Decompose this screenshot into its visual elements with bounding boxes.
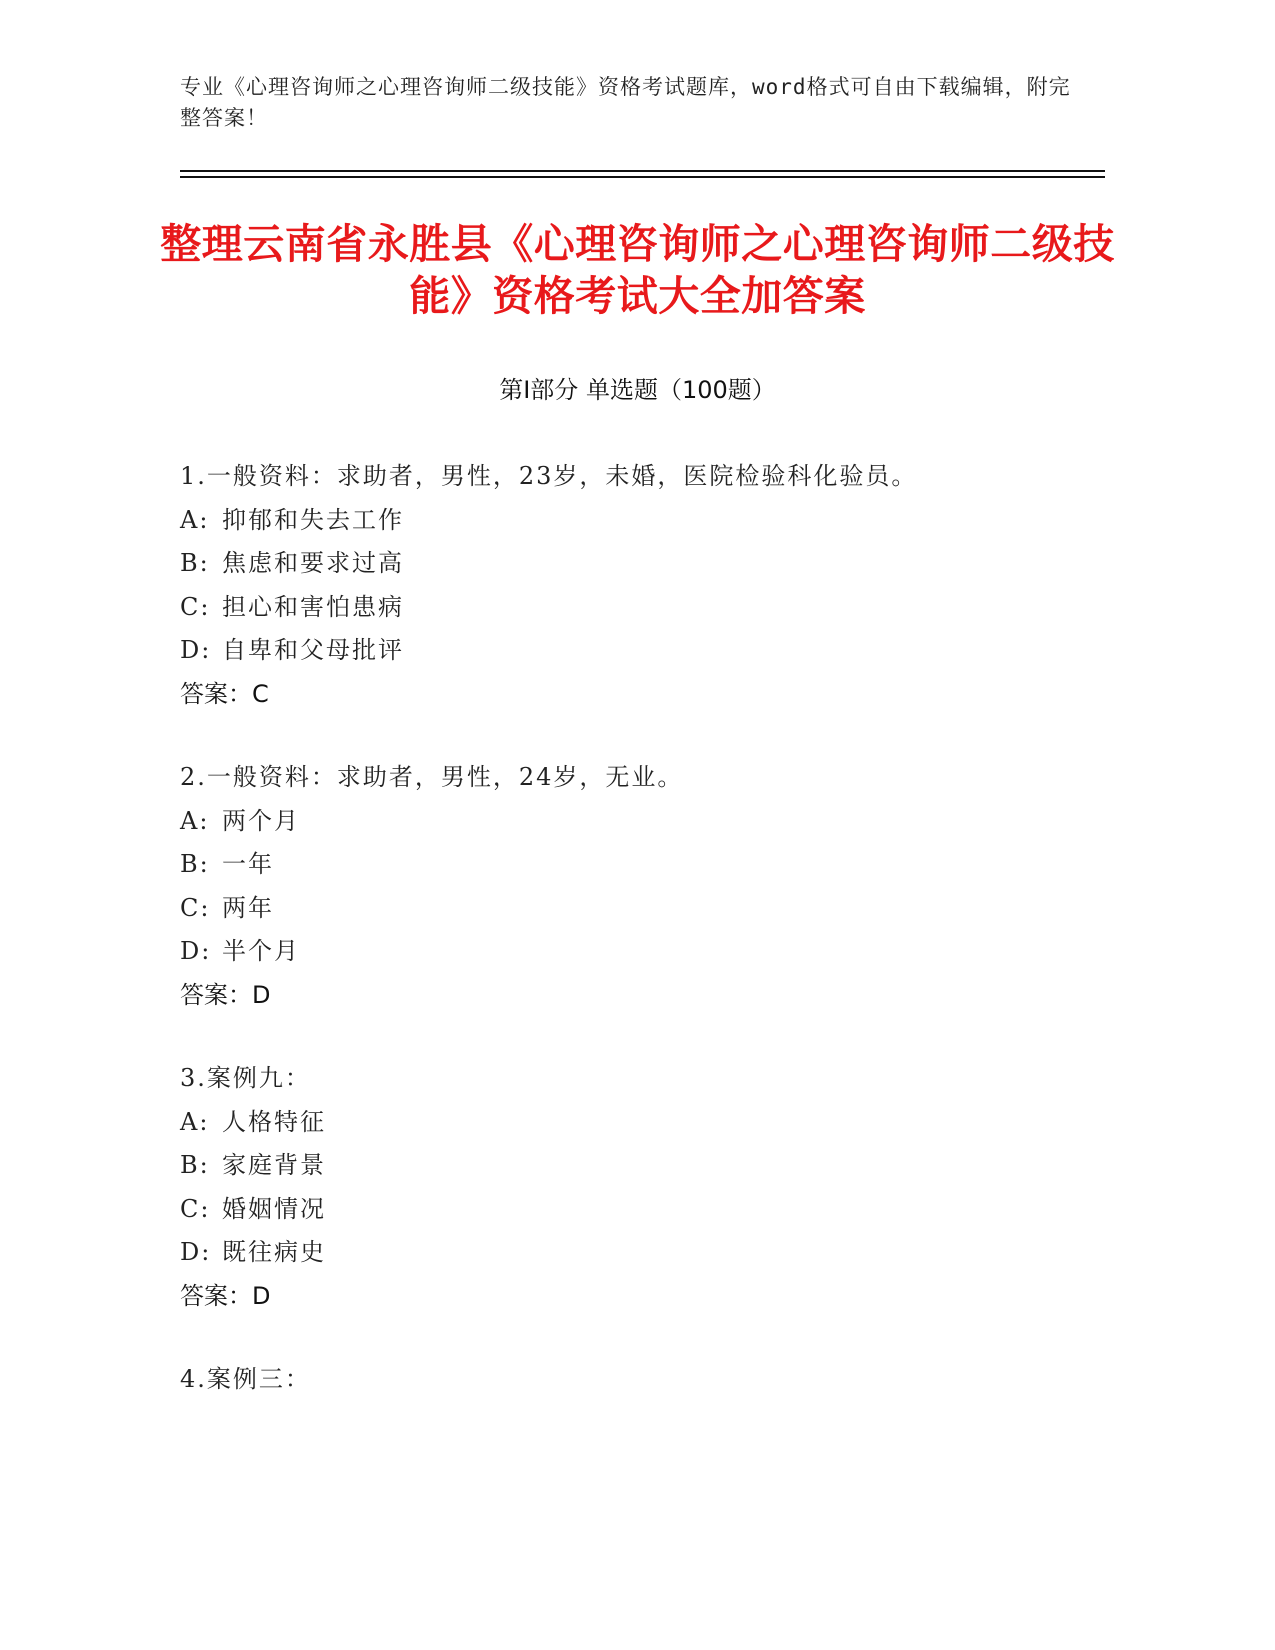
option-a bbox=[180, 499, 1100, 543]
option-a bbox=[180, 800, 1100, 844]
option-d bbox=[180, 629, 1100, 673]
option-text: 婚姻情况 bbox=[222, 1194, 326, 1223]
question-item bbox=[180, 1057, 1100, 1318]
option-letter: C: bbox=[180, 893, 211, 922]
option-letter: C: bbox=[180, 1194, 211, 1223]
option-letter: A: bbox=[180, 1107, 210, 1136]
option-letter: A: bbox=[180, 806, 210, 835]
option-text: 担心和害怕患病 bbox=[222, 592, 404, 621]
option-c bbox=[180, 586, 1100, 630]
option-text: 半个月 bbox=[222, 937, 300, 965]
option-letter: A: bbox=[180, 505, 210, 534]
option-text: 自卑和父母批评 bbox=[222, 636, 404, 664]
option-letter: D: bbox=[180, 937, 212, 965]
option-c bbox=[180, 1188, 1100, 1232]
question-stem: 3.案例九： bbox=[180, 1064, 311, 1092]
option-text: 一年 bbox=[222, 850, 274, 878]
question-item bbox=[180, 455, 1100, 716]
option-letter: D: bbox=[180, 1238, 212, 1266]
option-text: 两个月 bbox=[222, 806, 300, 835]
question-stem: 1.一般资料：求助者，男性，23岁，未婚，医院检验科化验员。 bbox=[180, 462, 918, 490]
option-letter: B: bbox=[180, 549, 210, 577]
option-text: 焦虑和要求过高 bbox=[222, 549, 404, 577]
option-text: 抑郁和失去工作 bbox=[222, 505, 404, 534]
option-letter: B: bbox=[180, 850, 210, 878]
option-c bbox=[180, 887, 1100, 931]
section-heading: 第I部分 单选题（100题） bbox=[499, 376, 776, 404]
option-d bbox=[180, 1231, 1100, 1275]
option-a bbox=[180, 1101, 1100, 1145]
answer-line: 答案：C bbox=[180, 679, 269, 708]
option-b bbox=[180, 542, 1100, 586]
question-stem: 4.案例三： bbox=[180, 1365, 311, 1393]
question-list bbox=[180, 455, 1100, 1442]
question-stem: 2.一般资料：求助者，男性，24岁，无业。 bbox=[180, 763, 684, 791]
option-text: 人格特征 bbox=[222, 1107, 326, 1136]
answer-line: 答案：D bbox=[180, 980, 271, 1009]
question-item bbox=[180, 1358, 1100, 1402]
option-b bbox=[180, 1144, 1100, 1188]
option-d bbox=[180, 930, 1100, 974]
option-text: 家庭背景 bbox=[222, 1151, 326, 1179]
question-item bbox=[180, 756, 1100, 1017]
answer-line: 答案：D bbox=[180, 1281, 271, 1310]
option-text: 既往病史 bbox=[222, 1238, 326, 1266]
option-text: 两年 bbox=[222, 893, 274, 922]
option-letter: C: bbox=[180, 592, 211, 621]
header-note: 专业《心理咨询师之心理咨询师二级技能》资格考试题库，word格式可自由下载编辑，附完整答案！ bbox=[180, 75, 1071, 130]
header-divider-top bbox=[180, 170, 1105, 172]
header-divider-bottom bbox=[180, 176, 1105, 178]
option-letter: B: bbox=[180, 1151, 210, 1179]
document-title: 整理云南省永胜县《心理咨询师之心理咨询师二级技能》资格考试大全加答案 bbox=[160, 220, 1115, 320]
option-letter: D: bbox=[180, 636, 212, 664]
option-b bbox=[180, 843, 1100, 887]
